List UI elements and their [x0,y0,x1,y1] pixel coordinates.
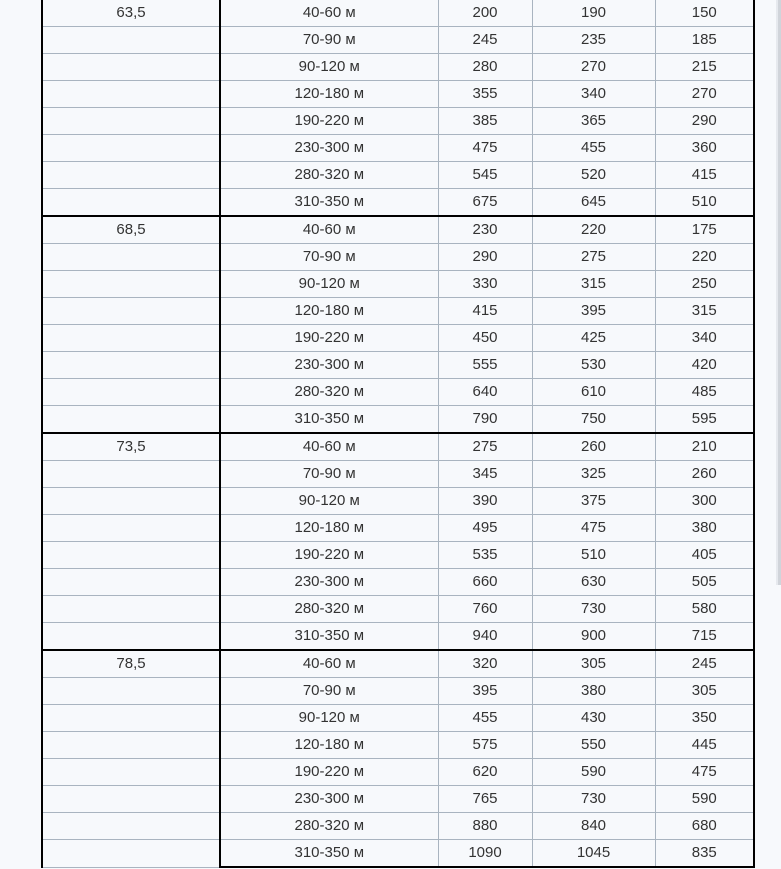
price-cell-3: 185 [655,27,754,54]
depth-range-cell: 230-300 м [220,569,438,596]
price-cell-3: 485 [655,379,754,406]
depth-range-cell: 70-90 м [220,244,438,271]
price-cell-3: 360 [655,135,754,162]
price-cell-1: 275 [438,433,532,461]
depth-range-cell: 70-90 м [220,27,438,54]
price-cell-3: 300 [655,488,754,515]
price-cell-3: 420 [655,352,754,379]
price-cell-2: 530 [532,352,655,379]
price-cell-3: 175 [655,216,754,244]
diameter-cell [42,678,220,705]
depth-range-cell: 190-220 м [220,108,438,135]
diameter-cell [42,162,220,189]
price-cell-3: 250 [655,271,754,298]
depth-range-cell: 90-120 м [220,705,438,732]
price-cell-2: 340 [532,81,655,108]
price-cell-1: 320 [438,650,532,678]
price-cell-2: 305 [532,650,655,678]
diameter-cell: 78,5 [42,650,220,678]
price-cell-1: 765 [438,786,532,813]
depth-range-cell: 310-350 м [220,189,438,217]
depth-range-cell: 40-60 м [220,650,438,678]
price-cell-3: 270 [655,81,754,108]
price-cell-3: 715 [655,623,754,651]
price-cell-2: 590 [532,759,655,786]
price-cell-2: 380 [532,678,655,705]
price-cell-2: 730 [532,596,655,623]
depth-range-cell: 190-220 м [220,542,438,569]
depth-range-cell: 230-300 м [220,786,438,813]
price-cell-1: 390 [438,488,532,515]
depth-range-cell: 190-220 м [220,759,438,786]
price-cell-2: 260 [532,433,655,461]
price-cell-3: 305 [655,678,754,705]
diameter-cell [42,461,220,488]
price-cell-2: 1045 [532,840,655,868]
price-cell-3: 445 [655,732,754,759]
table-row [42,54,754,81]
table-row [42,840,754,868]
price-cell-3: 380 [655,515,754,542]
price-cell-2: 750 [532,406,655,434]
price-table [41,0,755,868]
depth-range-cell: 230-300 м [220,352,438,379]
price-cell-3: 505 [655,569,754,596]
diameter-cell: 63,5 [42,0,220,27]
price-cell-2: 900 [532,623,655,651]
price-cell-3: 315 [655,298,754,325]
price-cell-3: 215 [655,54,754,81]
depth-range-cell: 120-180 м [220,81,438,108]
price-cell-2: 365 [532,108,655,135]
depth-range-cell: 280-320 м [220,162,438,189]
price-cell-3: 340 [655,325,754,352]
price-cell-2: 395 [532,298,655,325]
table-row [42,488,754,515]
price-cell-1: 395 [438,678,532,705]
price-cell-2: 325 [532,461,655,488]
table-row [42,189,754,217]
price-cell-1: 495 [438,515,532,542]
diameter-cell [42,623,220,651]
depth-range-cell: 280-320 м [220,813,438,840]
depth-range-cell: 310-350 м [220,623,438,651]
depth-range-cell: 280-320 м [220,596,438,623]
price-cell-2: 550 [532,732,655,759]
price-cell-2: 235 [532,27,655,54]
depth-range-cell: 230-300 м [220,135,438,162]
table-row [42,325,754,352]
diameter-cell [42,298,220,325]
diameter-cell [42,352,220,379]
price-cell-1: 230 [438,216,532,244]
depth-range-cell: 70-90 м [220,461,438,488]
price-cell-1: 475 [438,135,532,162]
price-cell-1: 675 [438,189,532,217]
diameter-cell [42,406,220,434]
diameter-cell [42,813,220,840]
diameter-cell [42,189,220,217]
price-cell-1: 330 [438,271,532,298]
price-cell-1: 555 [438,352,532,379]
price-cell-1: 415 [438,298,532,325]
depth-range-cell: 120-180 м [220,732,438,759]
diameter-cell [42,244,220,271]
price-cell-1: 880 [438,813,532,840]
price-cell-2: 425 [532,325,655,352]
price-cell-3: 260 [655,461,754,488]
price-cell-3: 590 [655,786,754,813]
table-row [42,162,754,189]
price-cell-2: 375 [532,488,655,515]
price-cell-3: 510 [655,189,754,217]
diameter-cell [42,271,220,298]
table-row [42,813,754,840]
price-table-body [42,0,754,867]
table-row [42,678,754,705]
diameter-cell [42,759,220,786]
table-row [42,759,754,786]
price-cell-1: 385 [438,108,532,135]
diameter-cell [42,515,220,542]
table-row [42,515,754,542]
price-cell-2: 475 [532,515,655,542]
table-row [42,542,754,569]
depth-range-cell: 70-90 м [220,678,438,705]
price-cell-3: 835 [655,840,754,868]
depth-range-cell: 280-320 м [220,379,438,406]
diameter-cell [42,705,220,732]
price-cell-2: 630 [532,569,655,596]
price-cell-3: 290 [655,108,754,135]
table-row [42,379,754,406]
table-row [42,732,754,759]
price-cell-1: 455 [438,705,532,732]
diameter-cell [42,108,220,135]
diameter-cell [42,840,220,868]
price-cell-1: 245 [438,27,532,54]
price-cell-3: 415 [655,162,754,189]
price-cell-1: 760 [438,596,532,623]
price-cell-2: 275 [532,244,655,271]
price-cell-1: 790 [438,406,532,434]
price-cell-2: 220 [532,216,655,244]
price-cell-1: 355 [438,81,532,108]
price-cell-1: 545 [438,162,532,189]
price-cell-3: 580 [655,596,754,623]
price-cell-2: 455 [532,135,655,162]
diameter-cell [42,135,220,162]
table-row [42,623,754,651]
depth-range-cell: 310-350 м [220,840,438,868]
depth-range-cell: 310-350 м [220,406,438,434]
price-cell-3: 475 [655,759,754,786]
diameter-cell [42,488,220,515]
price-cell-3: 245 [655,650,754,678]
depth-range-cell: 40-60 м [220,0,438,27]
diameter-cell [42,27,220,54]
table-row [42,108,754,135]
table-row [42,0,754,27]
diameter-cell [42,732,220,759]
depth-range-cell: 90-120 м [220,54,438,81]
table-row [42,650,754,678]
price-cell-2: 610 [532,379,655,406]
table-row [42,596,754,623]
diameter-cell [42,325,220,352]
table-row [42,406,754,434]
price-cell-3: 595 [655,406,754,434]
price-cell-1: 1090 [438,840,532,868]
depth-range-cell: 120-180 м [220,515,438,542]
price-cell-2: 270 [532,54,655,81]
price-cell-3: 405 [655,542,754,569]
table-row [42,433,754,461]
depth-range-cell: 120-180 м [220,298,438,325]
diameter-cell [42,54,220,81]
price-cell-1: 290 [438,244,532,271]
price-cell-1: 940 [438,623,532,651]
price-table-container [41,0,753,868]
price-cell-2: 430 [532,705,655,732]
table-row [42,81,754,108]
table-row [42,135,754,162]
depth-range-cell: 190-220 м [220,325,438,352]
table-row [42,705,754,732]
diameter-cell [42,786,220,813]
price-cell-3: 220 [655,244,754,271]
table-row [42,271,754,298]
table-row [42,27,754,54]
depth-range-cell: 90-120 м [220,488,438,515]
table-row [42,244,754,271]
price-cell-1: 345 [438,461,532,488]
price-cell-2: 840 [532,813,655,840]
diameter-cell: 73,5 [42,433,220,461]
table-row [42,461,754,488]
table-row [42,298,754,325]
price-cell-1: 640 [438,379,532,406]
price-cell-2: 190 [532,0,655,27]
price-cell-3: 150 [655,0,754,27]
price-cell-3: 680 [655,813,754,840]
price-cell-2: 520 [532,162,655,189]
diameter-cell [42,569,220,596]
table-row [42,569,754,596]
price-cell-1: 450 [438,325,532,352]
price-cell-1: 620 [438,759,532,786]
diameter-cell [42,596,220,623]
diameter-cell: 68,5 [42,216,220,244]
depth-range-cell: 90-120 м [220,271,438,298]
price-cell-1: 660 [438,569,532,596]
diameter-cell [42,81,220,108]
diameter-cell [42,542,220,569]
price-cell-1: 200 [438,0,532,27]
diameter-cell [42,379,220,406]
price-cell-3: 350 [655,705,754,732]
table-row [42,216,754,244]
price-cell-3: 210 [655,433,754,461]
price-cell-2: 730 [532,786,655,813]
price-cell-2: 645 [532,189,655,217]
table-row [42,352,754,379]
depth-range-cell: 40-60 м [220,433,438,461]
table-row [42,786,754,813]
price-cell-1: 280 [438,54,532,81]
price-cell-1: 535 [438,542,532,569]
price-cell-1: 575 [438,732,532,759]
price-cell-2: 510 [532,542,655,569]
scrollbar-track[interactable] [776,0,781,585]
depth-range-cell: 40-60 м [220,216,438,244]
price-cell-2: 315 [532,271,655,298]
